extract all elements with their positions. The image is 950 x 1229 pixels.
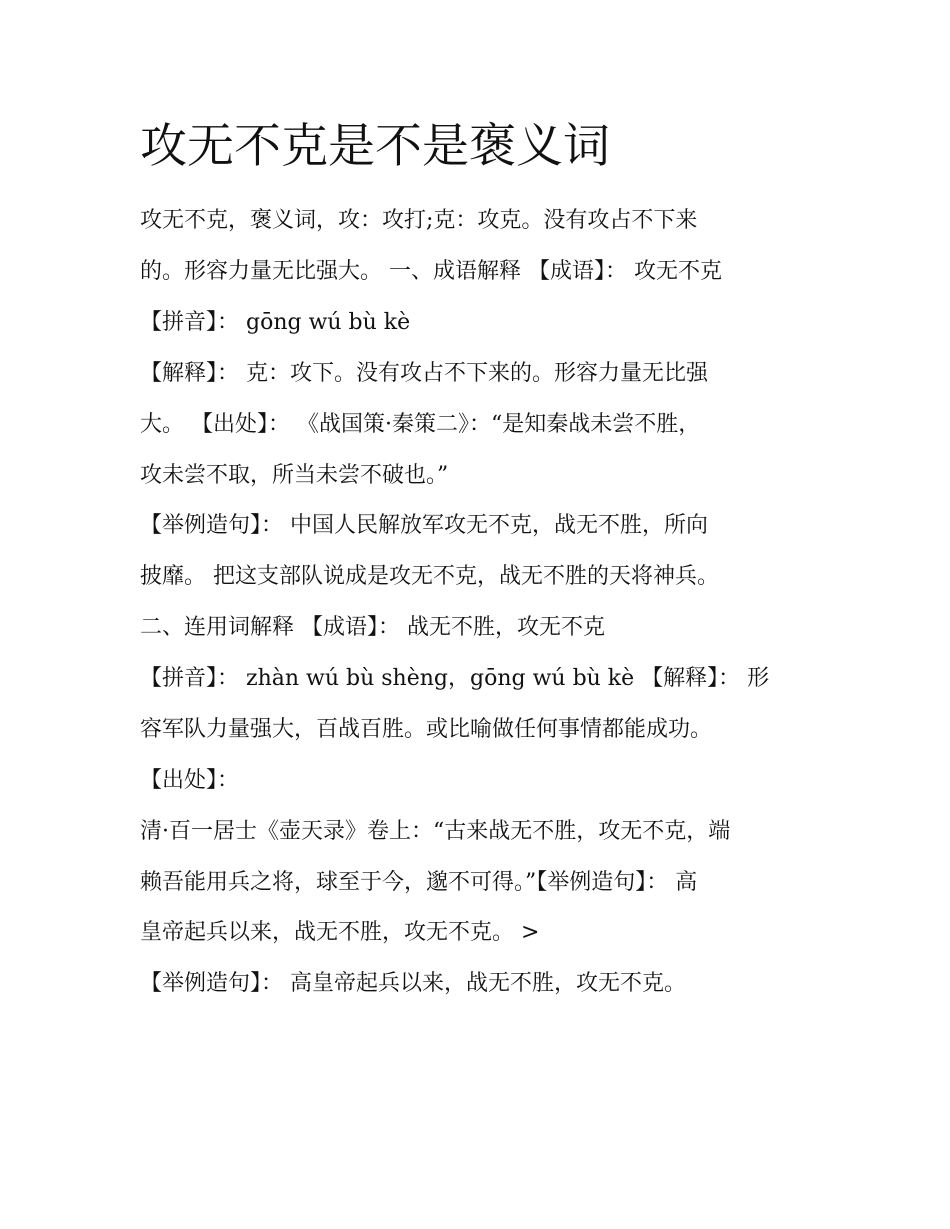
- text-line: 二、连用词解释 【成语】： 战无不胜，攻无不克: [140, 615, 605, 640]
- text-line: 皇帝起兵以来，战无不胜，攻无不克。 >: [140, 920, 540, 945]
- text-line: 【解释】： 克：攻下。没有攻占不下来的。形容力量无比强: [140, 361, 708, 386]
- text-line: 【拼音】： zhàn wú bù shèng，gōng wú bù kè 【解释】： 形: [140, 666, 770, 691]
- text-line: 【举例造句】： 高皇帝起兵以来，战无不胜，攻无不克。: [140, 971, 686, 996]
- text-line: 清·百一居士《壶天录》卷上：“古来战无不胜，攻无不克，端: [140, 819, 731, 844]
- text-line: 容军队力量强大，百战百胜。或比喻做任何事情都能成功。: [140, 717, 713, 742]
- text-line: 的。形容力量无比强大。 一、成语解释 【成语】： 攻无不克: [140, 259, 722, 284]
- text-line: 大。 【出处】： 《战国策·秦策二》：“是知秦战未尝不胜，: [140, 412, 701, 437]
- text-line: 攻未尝不取，所当未尝不破也。”: [140, 463, 449, 488]
- text-line: 【举例造句】： 中国人民解放军攻无不克，战无不胜，所向: [140, 513, 708, 538]
- text-line: 攻无不克，褒义词，攻：攻打;克：攻克。没有攻占不下来: [140, 208, 698, 233]
- page-title: 攻无不克是不是褒义词: [140, 119, 610, 174]
- text-line: 【拼音】： gōng wú bù kè: [140, 310, 411, 335]
- text-line: 【出处】：: [140, 768, 240, 793]
- text-line: 赖吾能用兵之将，球至于今，邈不可得。”【举例造句】： 高: [140, 870, 698, 895]
- text-line: 披靡。 把这支部队说成是攻无不克，战无不胜的天将神兵。: [140, 564, 719, 589]
